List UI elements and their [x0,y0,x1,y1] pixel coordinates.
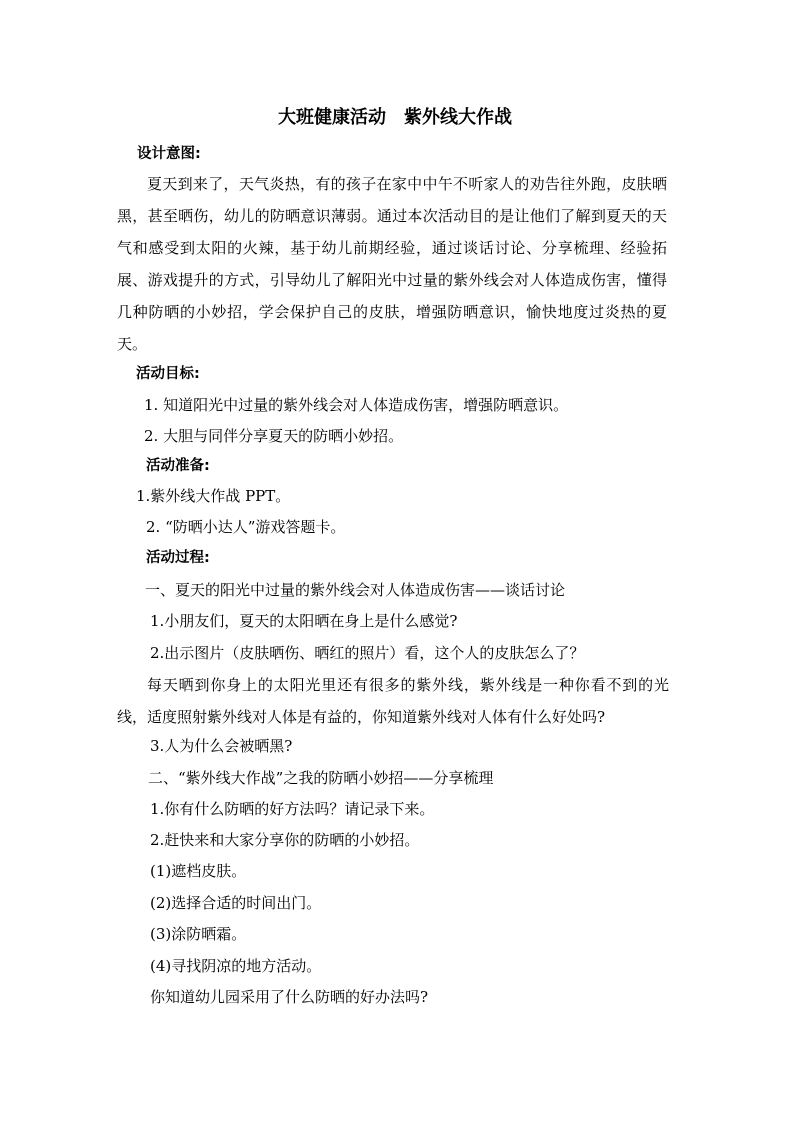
tip-item-3: (3)涂防晒霜。 [150,925,247,943]
process-heading: 活动过程: [146,550,210,566]
prep-item-2: 2. “防晒小达人”游戏答题卡。 [146,518,346,536]
section-1-question-2: 2.出示图片（皮肤晒伤、晒红的照片）看，这个人的皮肤怎么了？ [150,644,585,662]
design-intent-heading: 设计意图: [137,146,201,162]
tip-item-1: (1)遮档皮肤。 [150,862,247,880]
kindergarten-question: 你知道幼儿园采用了什么防晒的好办法吗? [150,988,429,1006]
section-2-question-1: 1.你有什么防晒的好方法吗？请记录下来。 [150,800,435,818]
section-2-question-2: 2.赶快来和大家分享你的防晒的小妙招。 [150,831,420,849]
section-2-title: 二、“紫外线大作战”之我的防晒小妙招——分享梳理 [148,769,494,787]
document-title: 大班健康活动 紫外线大作战 [278,107,512,128]
goal-item-2: 2. 大胆与同伴分享夏天的防晒小妙招。 [144,427,404,445]
goals-heading: 活动目标: [136,366,200,382]
section-1-paragraph: 每天晒到你身上的太阳光里还有很多的紫外线，紫外线是一种你看不到的光线，适度照射紫外线对人体是有益的，你知道紫外线对人体有什么好处吗? [117,676,669,726]
goal-item-1: 1. 知道阳光中过量的紫外线会对人体造成伤害，增强防晒意识。 [144,396,569,414]
design-intent-paragraph: 夏天到来了，天气炎热，有的孩子在家中中午不听家人的劝告往外跑，皮肤晒黑，甚至晒伤，幼儿的防晒意识薄弱。通过本次活动目的是让他们了解到夏天的天气和感受到太阳的火辣，基于幼儿前期经验，通过谈话讨论、分享梳理、经验拓展、游戏提升的方式，引导幼儿了解阳光中过量的紫外线会对人体造成伤害，懂得几种防晒的小妙招，学会保护自己的皮肤，增强防晒意识，愉快地度过炎热的夏天。 [117,175,667,353]
section-1-question-3: 3.人为什么会被晒黑? [150,737,293,755]
prep-item-1: 1.紫外线大作战 PPT。 [136,487,291,505]
tip-item-4: (4)寻找阴凉的地方活动。 [150,957,322,975]
section-1-title: 一、夏天的阳光中过量的紫外线会对人体造成伤害——谈话讨论 [145,581,566,599]
preparation-heading: 活动准备: [146,458,210,474]
tip-item-2: (2)选择合适的时间出门。 [150,894,322,912]
section-1-question-1: 1.小朋友们，夏天的太阳晒在身上是什么感觉? [150,612,458,630]
